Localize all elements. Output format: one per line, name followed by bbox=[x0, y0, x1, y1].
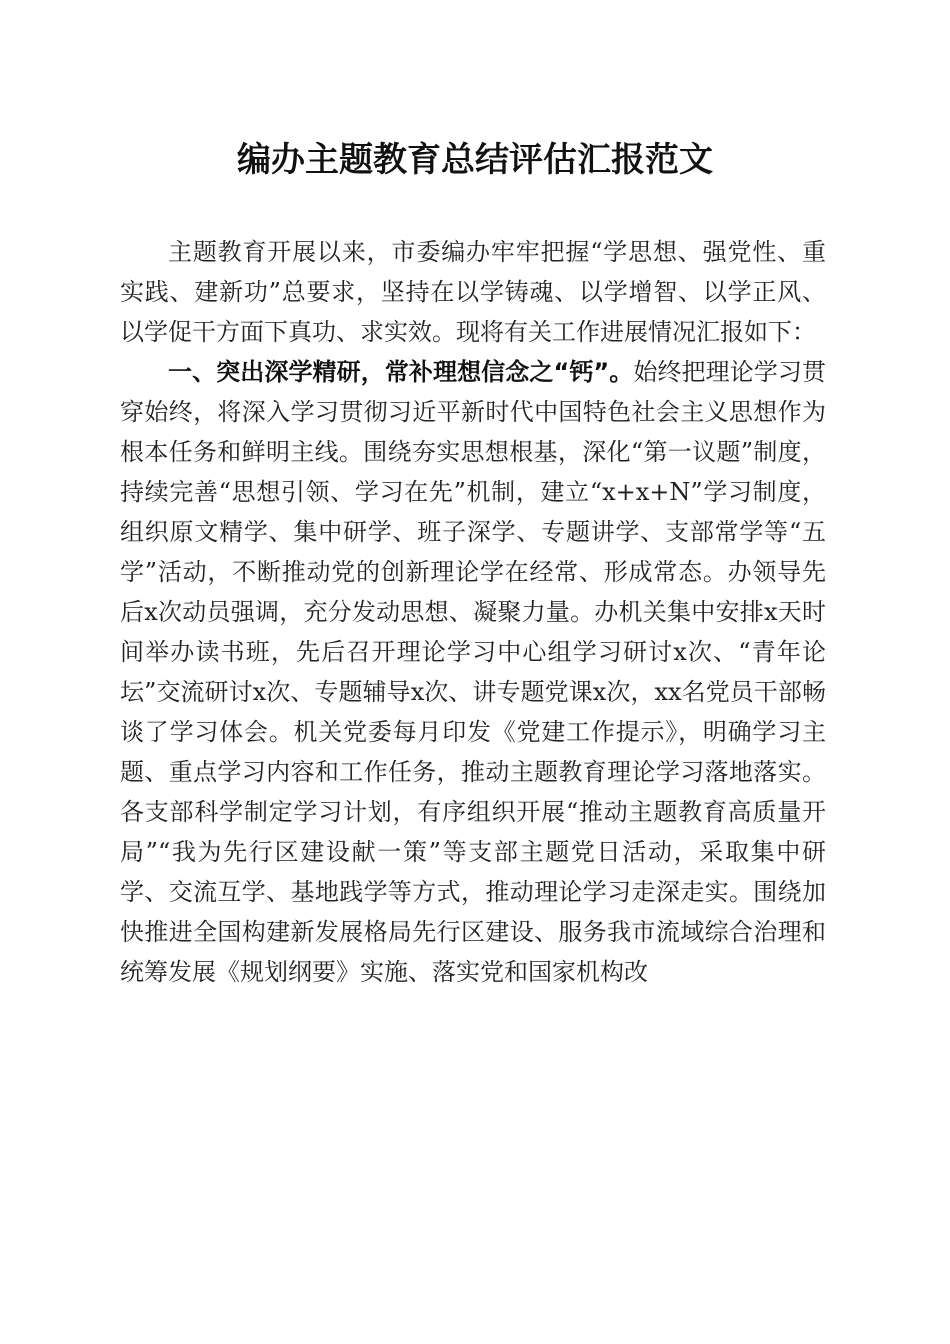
document-title: 编办主题教育总结评估汇报范文 bbox=[237, 140, 713, 180]
document-body bbox=[120, 232, 826, 992]
section-1-paragraph bbox=[120, 352, 826, 992]
section-1-heading: 一、突出深学精研，常补理想信念之“钙”。 bbox=[168, 358, 634, 386]
intro-paragraph: 主题教育开展以来，市委编办牢牢把握“学思想、强党性、重实践、建新功”总要求，坚持在以学铸魂、以学增智、以学正风、以学促干方面下真功、求实效。现将有关工作进展情况汇报如下： bbox=[120, 238, 826, 346]
section-1-text: 始终把理论学习贯穿始终，将深入学习贯彻习近平新时代中国特色社会主义思想作为根本任务和鲜明主线。围绕夯实思想根基，深化“第一议题”制度，持续完善“思想引领、学习在先”机制，建立“x+x+N”学习制度，组织原文精学、集中研学、班子深学、专题讲学、支部常学等“五学”活动，不断推动党的创新理论学在经常、形成常态。办领导先后x次动员强调，充分发动思想、凝聚力量。办机关集中安排x天时间举办读书班，先后召开理论学习中心组学习研讨x次、“青年论坛”交流研讨x次、专题辅导x次、讲专题党课x次，xx名党员干部畅谈了学习体会。机关党委每月印发《党建工作提示》，明确学习主题、重点学习内容和工作任务，推动主题教育理论学习落地落实。各支部科学制定学习计划，有序组织开展“推动主题教育高质量开局”“我为先行区建设献一策”等支部主题党日活动，采取集中研学、交流互学、基地践学等方式，推动理论学习走深走实。围绕加快推进全国构建新发展格局先行区建设、服务我市流域综合治理和统筹发展《规划纲要》实施、落实党和国家机构改 bbox=[120, 358, 827, 986]
